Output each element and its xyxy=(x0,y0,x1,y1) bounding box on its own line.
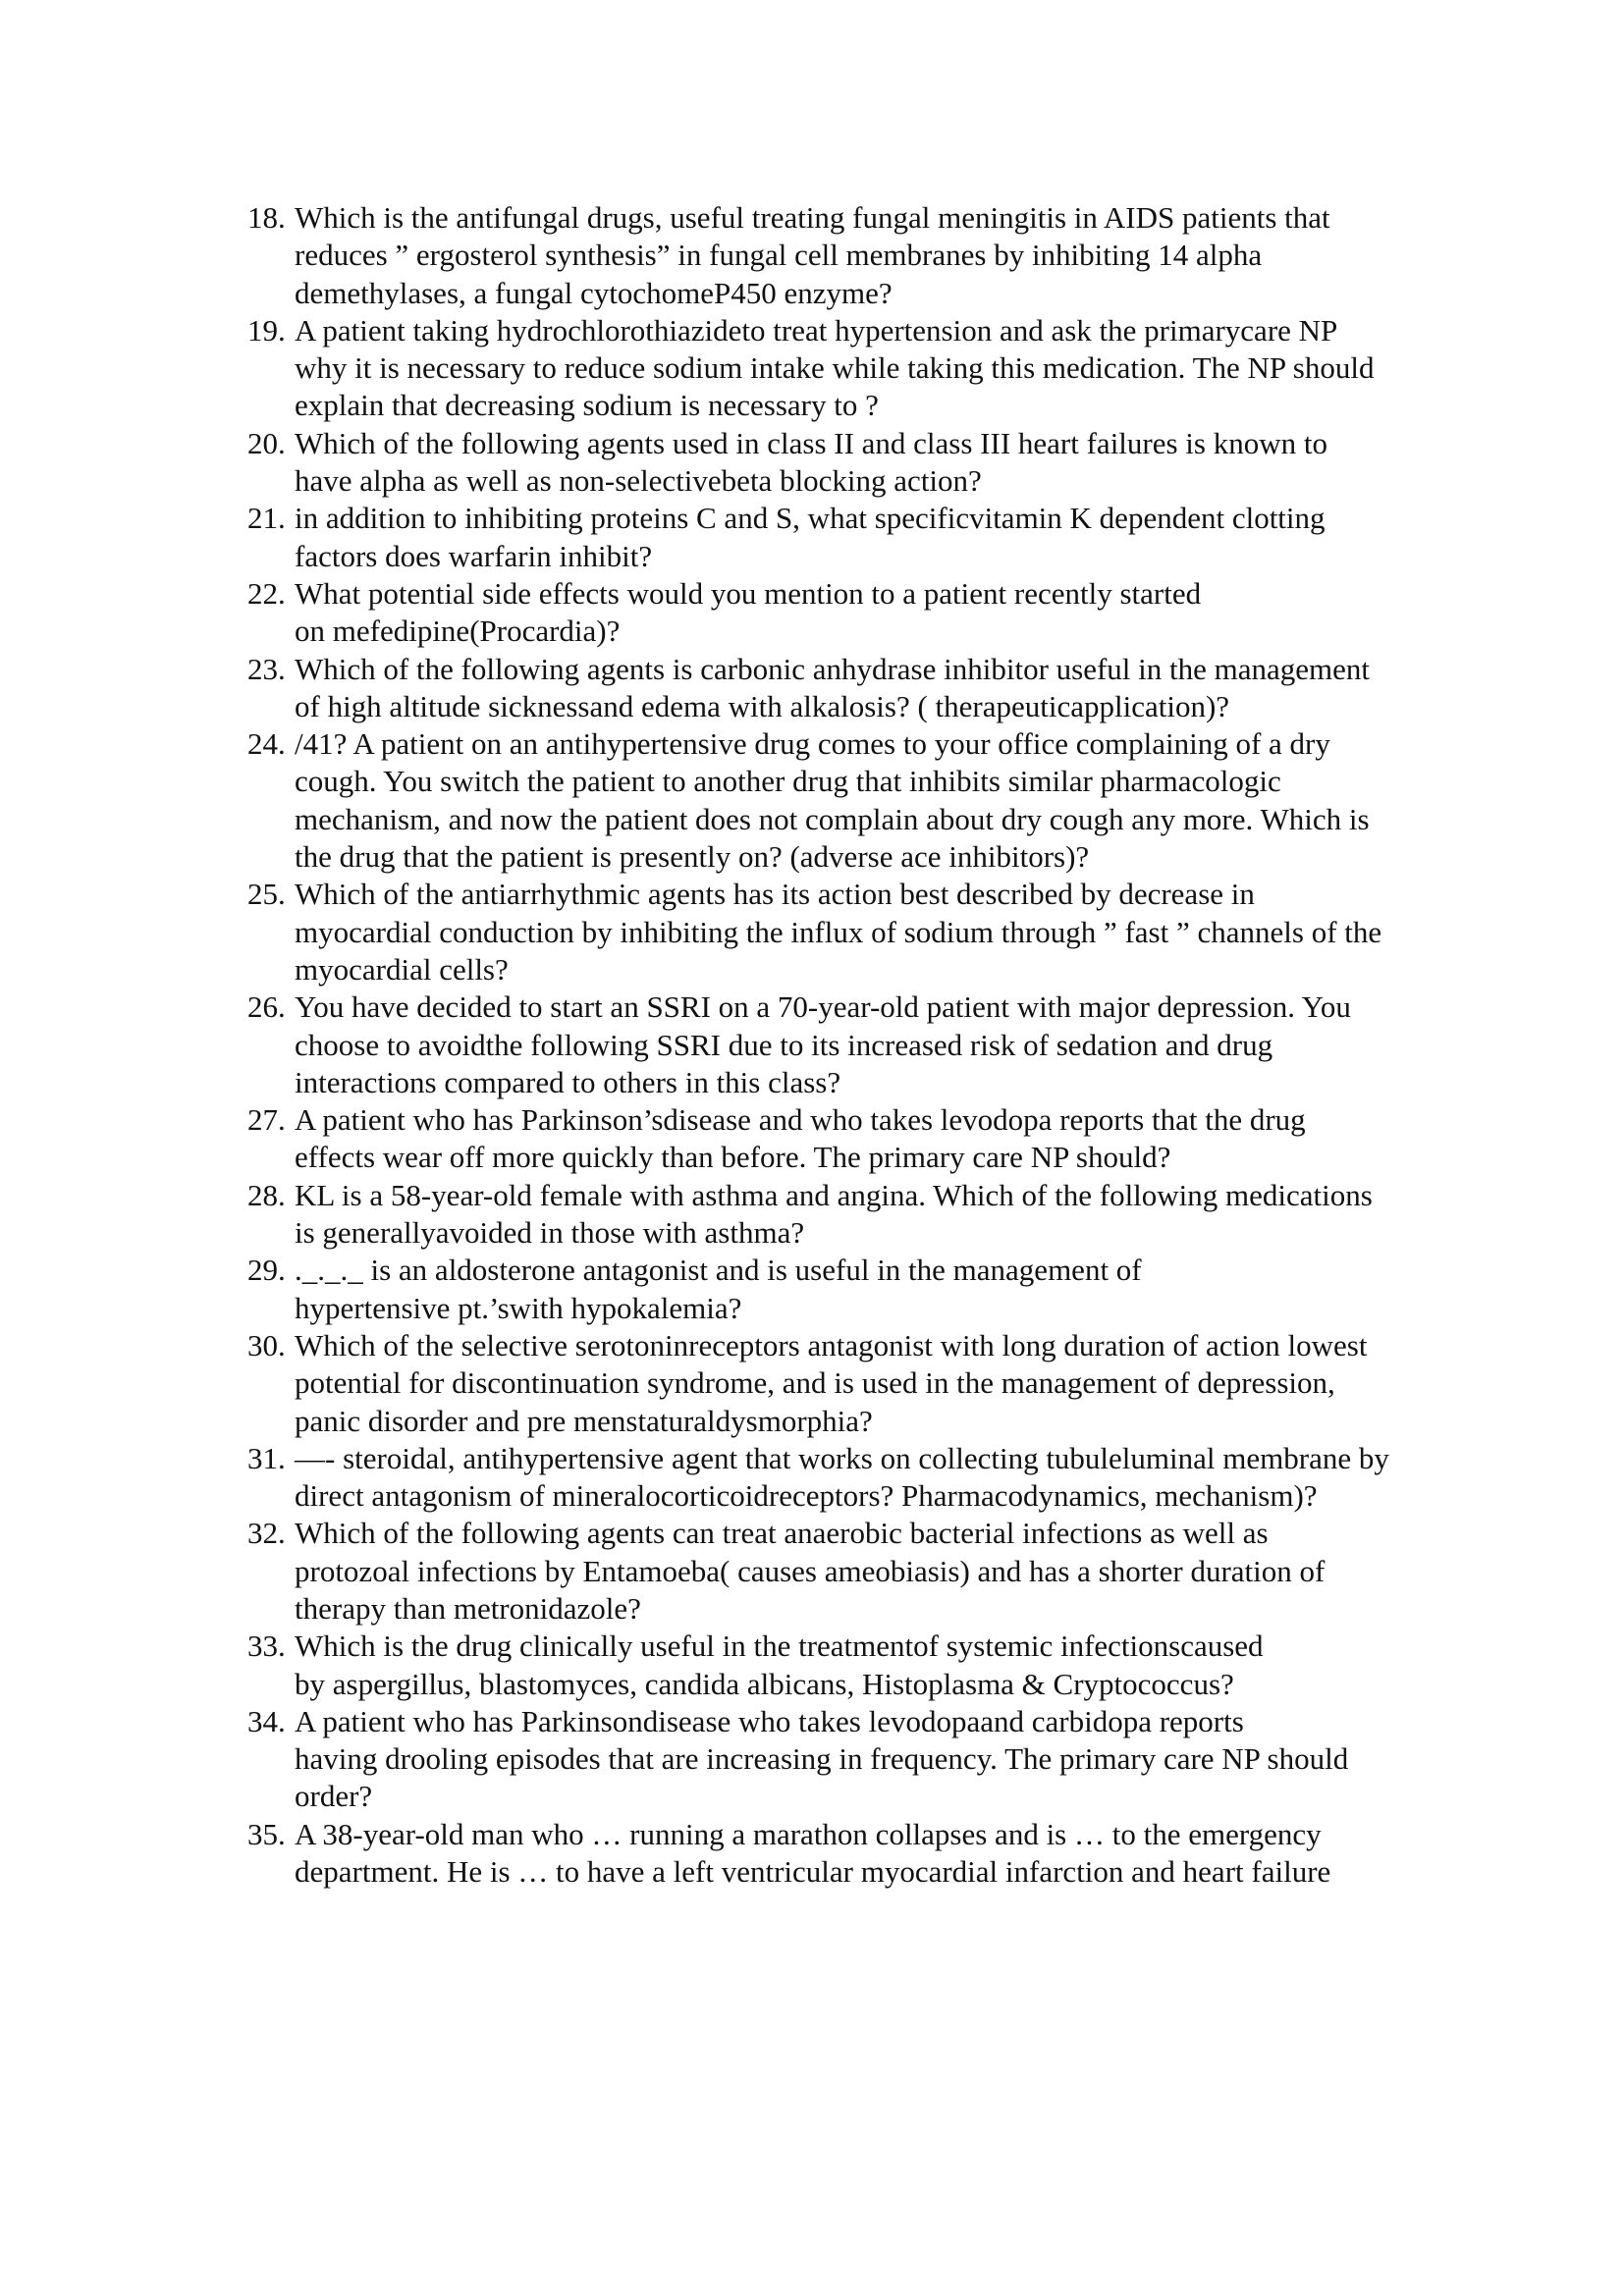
question-text xyxy=(295,1816,1524,1892)
question-text-line: Which is the drug clinically useful in the treatmentof systemic infectionscaused xyxy=(295,1629,1264,1664)
question-text-line: have alpha as well as non-selectivebeta blocking action? xyxy=(295,463,982,499)
question-text xyxy=(295,651,1524,726)
question-text-line: /41? A patient on an antihypertensive drug comes to your office complaining of a dry xyxy=(295,726,1330,762)
question-text-line: panic disorder and pre menstaturaldysmorphia? xyxy=(295,1403,873,1438)
question-number: 19. xyxy=(247,312,286,347)
question-text-line: A patient taking hydrochlorothiazideto treat hypertension and ask the primarycare NP xyxy=(295,312,1338,347)
question-text-line: factors does warfarin inhibit? xyxy=(295,538,653,573)
question-text xyxy=(295,1252,1524,1327)
question-text-line: Which is the antifungal drugs, useful treating fungal meningitis in AIDS patients that xyxy=(295,200,1330,235)
question-text-line: You have decided to start an SSRI on a 70-year-old patient with major depression. You xyxy=(295,989,1351,1025)
question-text xyxy=(295,725,1524,876)
question-text-line: potential for discontinuation syndrome, and is used in the management of depression, xyxy=(295,1365,1335,1401)
question-item xyxy=(247,312,1524,425)
question-item xyxy=(247,1515,1524,1628)
question-number: 18. xyxy=(247,200,286,235)
question-number: 26. xyxy=(247,989,286,1025)
question-text-line: Which of the following agents is carbonic anhydrase inhibitor useful in the management xyxy=(295,651,1371,686)
question-text-line: A patient who has Parkinsondisease who takes levodopaand carbidopa reports xyxy=(295,1703,1244,1738)
question-number: 30. xyxy=(247,1327,286,1362)
question-item xyxy=(247,500,1524,575)
question-text-line: reduces ” ergosterol synthesis” in fungal cell membranes by inhibiting 14 alpha xyxy=(295,238,1263,273)
question-text xyxy=(295,1440,1524,1516)
question-text xyxy=(295,1327,1524,1440)
question-text-line: effects wear off more quickly than before. The primary care NP should? xyxy=(295,1140,1171,1175)
question-text xyxy=(295,312,1524,425)
question-text-line: explain that decreasing sodium is necessary to ? xyxy=(295,388,879,423)
question-text-line: of high altitude sicknessand edema with alkalosis? ( therapeuticapplication)? xyxy=(295,688,1230,723)
question-number: 21. xyxy=(247,501,286,536)
question-number: 31. xyxy=(247,1440,286,1475)
question-text-line: —- steroidal, antihypertensive agent that works on collecting tubuleluminal membrane by xyxy=(295,1440,1389,1475)
question-number: 27. xyxy=(247,1102,286,1138)
question-item xyxy=(247,988,1524,1101)
question-item xyxy=(247,1440,1524,1516)
question-text-line: A 38-year-old man who … running a marathon collapses and is … to the emergency xyxy=(295,1816,1322,1851)
question-text-line: KL is a 58-year-old female with asthma and angina. Which of the following medications xyxy=(295,1177,1373,1212)
question-number: 22. xyxy=(247,575,286,611)
question-number: 34. xyxy=(247,1703,286,1738)
question-text-line: Which of the following agents can treat anaerobic bacterial infections as well as xyxy=(295,1516,1269,1551)
question-text xyxy=(295,1628,1524,1703)
question-item xyxy=(247,651,1524,726)
question-number: 35. xyxy=(247,1816,286,1851)
question-text xyxy=(295,988,1524,1101)
question-item xyxy=(247,876,1524,988)
question-text xyxy=(295,1515,1524,1628)
question-text-line: order? xyxy=(295,1779,373,1814)
question-number: 20. xyxy=(247,425,286,460)
question-item xyxy=(247,1816,1524,1892)
question-list xyxy=(247,199,1524,1891)
question-text-line: choose to avoidthe following SSRI due to its increased risk of sedation and drug xyxy=(295,1027,1273,1062)
question-item xyxy=(247,1177,1524,1253)
question-text-line: why it is necessary to reduce sodium intake while taking this medication. The NP should xyxy=(295,350,1375,386)
question-item xyxy=(247,575,1524,651)
question-number: 28. xyxy=(247,1177,286,1212)
question-text-line: therapy than metronidazole? xyxy=(295,1590,641,1626)
question-item xyxy=(247,1101,1524,1177)
question-text-line: is generallyavoided in those with asthma? xyxy=(295,1215,805,1251)
question-text-line: A patient who has Parkinson’sdisease and who takes levodopa reports that the drug xyxy=(295,1102,1306,1138)
question-text-line: Which of the antiarrhythmic agents has its action best described by decrease in xyxy=(295,877,1255,912)
question-number: 23. xyxy=(247,651,286,686)
question-text xyxy=(295,500,1524,575)
question-text-line: direct antagonism of mineralocorticoidreceptors? Pharmacodynamics, mechanism)? xyxy=(295,1478,1318,1514)
question-text-line: myocardial conduction by inhibiting the influx of sodium through ” fast ” channels of the xyxy=(295,914,1382,949)
question-text-line: demethylases, a fungal cytochomeP450 enzyme? xyxy=(295,275,893,310)
question-text-line: department. He is … to have a left ventricular myocardial infarction and heart failure xyxy=(295,1854,1331,1890)
question-item xyxy=(247,199,1524,312)
question-text-line: in addition to inhibiting proteins C and S, what specificvitamin K dependent clotting xyxy=(295,501,1326,536)
question-item xyxy=(247,1628,1524,1703)
question-item xyxy=(247,1703,1524,1816)
question-text-line: hypertensive pt.’swith hypokalemia? xyxy=(295,1290,742,1325)
question-text-line: cough. You switch the patient to another drug that inhibits similar pharmacologic xyxy=(295,764,1281,799)
question-text xyxy=(295,1177,1524,1253)
question-number: 32. xyxy=(247,1516,286,1551)
question-text-line: on mefedipine(Procardia)? xyxy=(295,614,621,649)
question-text-line: Which of the selective serotoninreceptors antagonist with long duration of action lowest xyxy=(295,1327,1368,1362)
question-item xyxy=(247,425,1524,501)
question-text xyxy=(295,199,1524,312)
question-text-line: mechanism, and now the patient does not complain about dry cough any more. Which is xyxy=(295,801,1370,836)
question-text xyxy=(295,876,1524,988)
question-text-line: having drooling episodes that are increasing in frequency. The primary care NP should xyxy=(295,1741,1349,1777)
question-text-line: interactions compared to others in this class? xyxy=(295,1064,841,1099)
question-text-line: by aspergillus, blastomyces, candida albicans, Histoplasma & Cryptococcus? xyxy=(295,1666,1234,1701)
question-item xyxy=(247,1252,1524,1327)
question-text xyxy=(295,1703,1524,1816)
question-number: 29. xyxy=(247,1253,286,1288)
question-text-line: Which of the following agents used in class II and class III heart failures is known to xyxy=(295,425,1327,460)
question-item xyxy=(247,1327,1524,1440)
question-text-line: What potential side effects would you mention to a patient recently started xyxy=(295,575,1202,611)
question-text-line: protozoal infections by Entamoeba( causes ameobiasis) and has a shorter duration of xyxy=(295,1553,1326,1588)
question-text-line: ._._._ is an aldosterone antagonist and is useful in the management of xyxy=(295,1253,1142,1288)
question-text xyxy=(295,575,1524,651)
question-number: 25. xyxy=(247,877,286,912)
question-text xyxy=(295,425,1524,501)
question-item xyxy=(247,725,1524,876)
question-text-line: the drug that the patient is presently on? (adverse ace inhibitors)? xyxy=(295,839,1090,875)
question-text xyxy=(295,1101,1524,1177)
question-number: 33. xyxy=(247,1629,286,1664)
question-text-line: myocardial cells? xyxy=(295,951,509,987)
question-number: 24. xyxy=(247,726,286,762)
